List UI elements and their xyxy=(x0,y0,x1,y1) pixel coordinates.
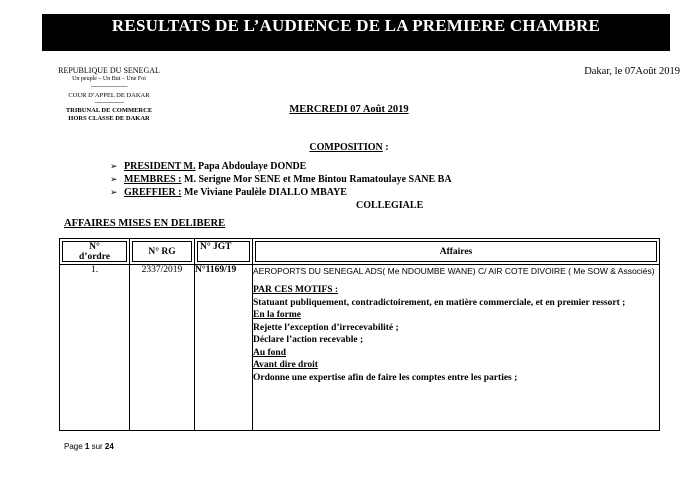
member-role: GREFFIER : xyxy=(124,187,182,198)
header-rg xyxy=(130,239,195,265)
member-president xyxy=(110,160,452,173)
member-value: M. Serigne Mor SENE et Mme Bintou Ramatoulaye SANE BA xyxy=(181,174,452,185)
header-ordre-line1: N° xyxy=(89,241,100,252)
header-separator-2: ------------------------- xyxy=(94,101,124,106)
cell-ordre: 1. xyxy=(60,265,130,431)
header-jgt xyxy=(195,239,253,265)
rejette-text: Rejette l’exception d’irrecevabilité ; xyxy=(253,322,399,333)
declare-text: Déclare l’action recevable ; xyxy=(253,335,364,345)
footer-middle: sur xyxy=(89,442,105,451)
member-value: Papa Abdoulaye DONDE xyxy=(195,161,307,172)
motifs-heading: PAR CES MOTIFS : xyxy=(253,285,339,295)
ordonne-text: Ordonne une expertise afin de faire les comptes entre les parties ; xyxy=(253,372,518,383)
case-parties: AEROPORTS DU SENEGAL ADS( Me NDOUMBE WANE) C/ AIR COTE DIVOIRE ( Me SOW & Associés) xyxy=(253,266,655,276)
cell-rg: 2337/2019 xyxy=(130,265,195,431)
composition-colon: : xyxy=(382,142,389,153)
hearing-day-heading: MERCREDI 07 Août 2019 xyxy=(289,104,409,115)
cell-affaires xyxy=(253,265,660,431)
header-affaires-label: Affaires xyxy=(439,246,473,257)
member-value: Me Viviane Paulèle DIALLO MBAYE xyxy=(181,187,347,198)
member-role: MEMBRES : xyxy=(124,174,182,185)
banner-title: RESULTATS DE L’AUDIENCE DE LA PREMIERE CHAMBRE xyxy=(111,16,601,35)
tribunal-name-line1: TRIBUNAL DE COMMERCE xyxy=(65,107,153,114)
member-membres xyxy=(110,173,452,186)
forme-heading: En la forme xyxy=(253,310,302,320)
arrow-bullet-icon: ➢ xyxy=(110,161,118,171)
court-name: COUR D’APPEL DE DAKAR xyxy=(68,92,150,99)
header-ordre-line2: d’ordre xyxy=(79,251,110,262)
footer-page-number: 1 xyxy=(84,442,90,451)
table-row xyxy=(60,265,660,431)
national-motto: Un peuple – Un But – Une Foi xyxy=(72,76,146,82)
member-greffier xyxy=(110,186,452,199)
republic-name: REPUBLIQUE DU SENEGAL xyxy=(58,66,160,75)
fond-heading: Au fond xyxy=(253,347,286,358)
cases-table xyxy=(59,238,660,431)
chamber-type: COLLEGIALE xyxy=(356,200,424,211)
page-footer xyxy=(64,442,114,451)
header-affaires xyxy=(253,239,660,265)
tribunal-name-line2: HORS CLASSE DE DAKAR xyxy=(68,115,150,122)
header-jgt-label: N° JGT xyxy=(200,242,232,252)
composition-heading xyxy=(0,142,698,153)
table-header-row xyxy=(60,239,660,265)
statuant-text: Statuant publiquement, contradictoirement, en matière commerciale, et en premier ressort ; xyxy=(253,297,626,308)
date-location: Dakar, le 07Août 2019 xyxy=(584,66,680,77)
cell-jgt: N°1169/19 xyxy=(195,265,253,431)
avant-heading: Avant dire droit xyxy=(253,360,318,370)
results-banner xyxy=(42,14,670,51)
header-rg-label: N° RG xyxy=(148,246,176,257)
composition-members xyxy=(110,160,452,199)
arrow-bullet-icon: ➢ xyxy=(110,174,118,184)
member-role: PRESIDENT M. xyxy=(124,161,196,172)
composition-label: COMPOSITION xyxy=(309,142,383,153)
footer-page-total: 24 xyxy=(104,442,114,451)
section-heading: AFFAIRES MISES EN DELIBERE xyxy=(64,218,226,229)
header-separator: ------------------------------- xyxy=(90,85,128,90)
header-ordre xyxy=(60,239,130,265)
arrow-bullet-icon: ➢ xyxy=(110,187,118,197)
footer-prefix: Page xyxy=(64,442,85,451)
